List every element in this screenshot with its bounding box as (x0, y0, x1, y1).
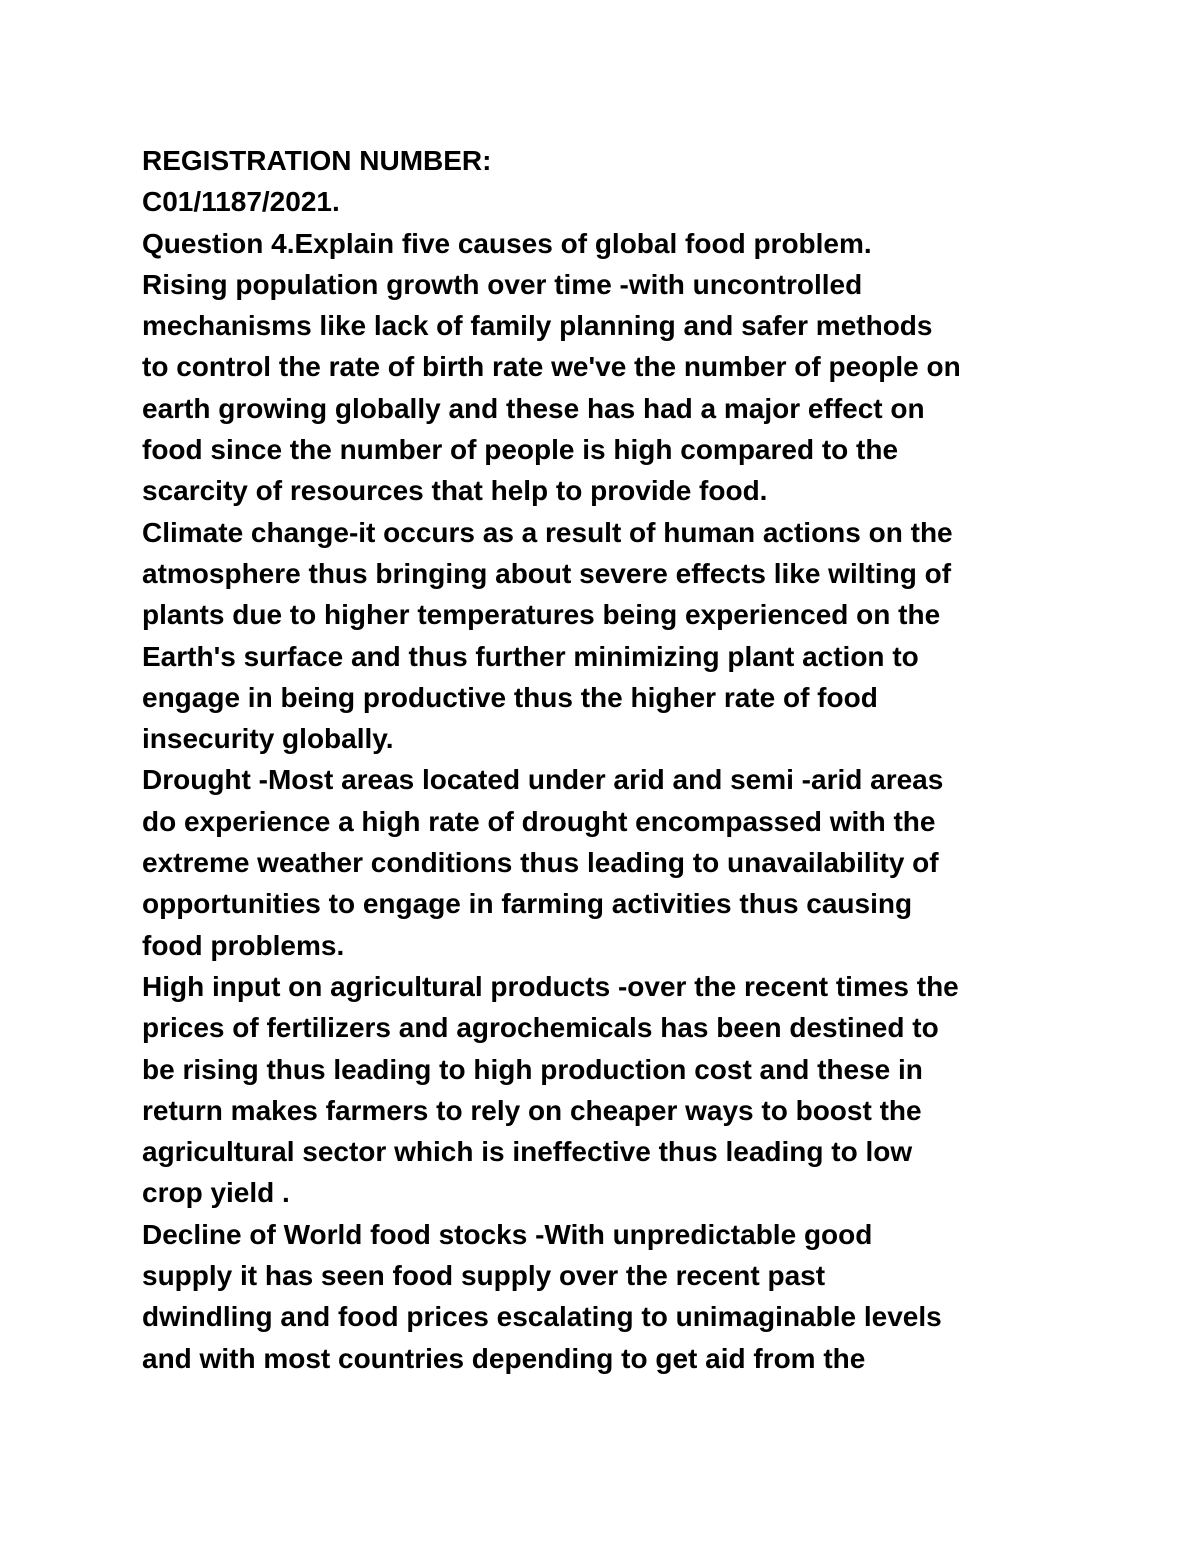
text-line: mechanisms like lack of family planning and safer methods (142, 310, 933, 342)
registration-number: C01/1187/2021. (142, 186, 340, 218)
text-line: dwindling and food prices escalating to unimaginable levels (142, 1301, 942, 1333)
text-line: Climate change-it occurs as a result of human actions on the (142, 516, 953, 548)
text-line: opportunities to engage in farming activities thus causing (142, 888, 913, 920)
text-line: Drought -Most areas located under arid and semi -arid areas (142, 764, 944, 796)
question-heading: Question 4.Explain five causes of global food problem. (142, 227, 872, 259)
text-line: and with most countries depending to get aid from the (142, 1342, 866, 1374)
text-line: earth growing globally and these has had a major effect on (142, 392, 925, 424)
text-line: supply it has seen food supply over the recent past (142, 1260, 826, 1292)
registration-label: REGISTRATION NUMBER: (142, 145, 492, 176)
text-line: plants due to higher temperatures being experienced on the (142, 599, 941, 631)
text-line: atmosphere thus bringing about severe effects like wilting of (142, 557, 952, 589)
text-line: food problems. (142, 929, 345, 961)
text-line: return makes farmers to rely on cheaper ways to boost the (142, 1094, 922, 1126)
text-line: do experience a high rate of drought encompassed with the (142, 805, 936, 837)
text-line: agricultural sector which is ineffective thus leading to low (142, 1136, 913, 1168)
document-body (142, 140, 1102, 1379)
text-line: scarcity of resources that help to provide food. (142, 475, 768, 507)
text-line: extreme weather conditions thus leading to unavailability of (142, 847, 939, 879)
text-line: Decline of World food stocks -With unpredictable good (142, 1218, 873, 1250)
text-line: crop yield . (142, 1177, 290, 1209)
text-line: engage in being productive thus the higher rate of food (142, 681, 878, 713)
text-line: Rising population growth over time -with uncontrolled (142, 268, 863, 300)
text-line: food since the number of people is high compared to the (142, 434, 899, 466)
text-line: prices of fertilizers and agrochemicals has been destined to (142, 1012, 939, 1044)
text-line: to control the rate of birth rate we've the number of people on (142, 351, 961, 383)
text-line: Earth's surface and thus further minimizing plant action to (142, 640, 919, 672)
text-line: be rising thus leading to high production cost and these in (142, 1053, 923, 1085)
text-line: High input on agricultural products -over the recent times the (142, 970, 959, 1002)
text-line: insecurity globally. (142, 723, 394, 755)
